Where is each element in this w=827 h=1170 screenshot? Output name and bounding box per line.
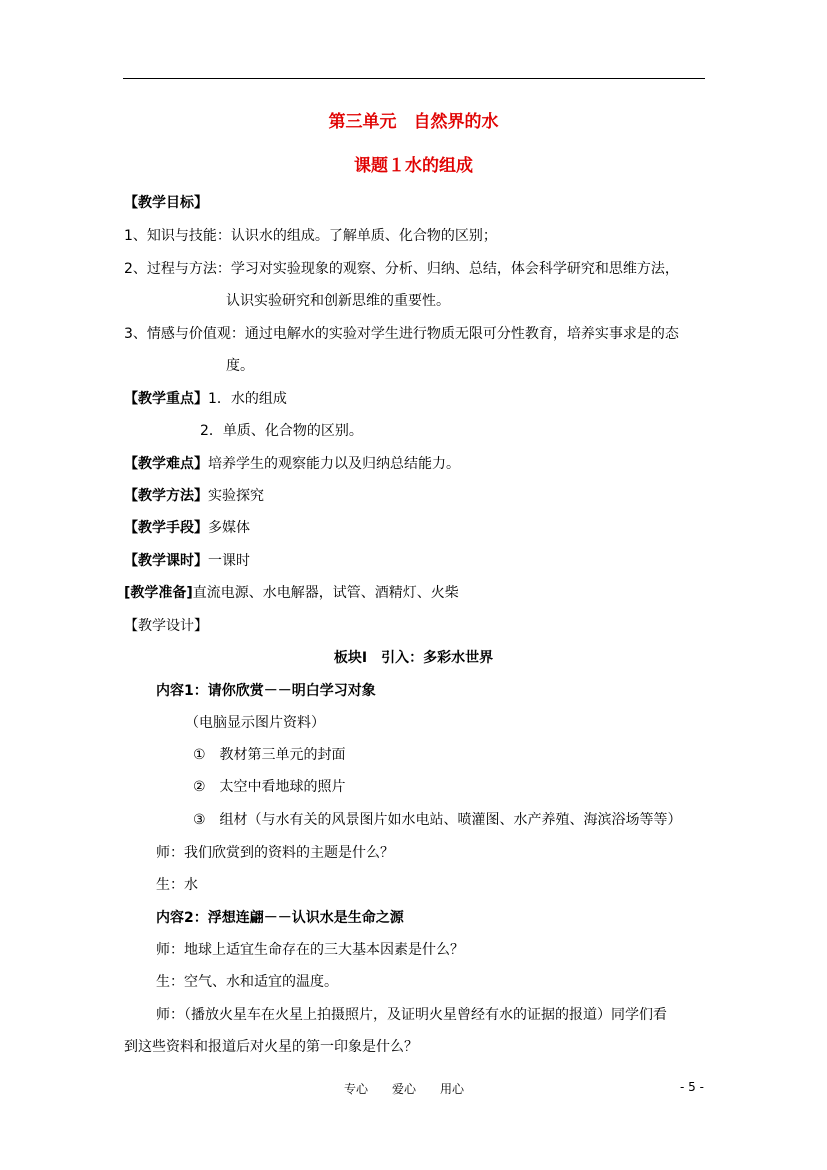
prep-row xyxy=(124,583,459,603)
page-title: 第三单元 自然界的水 xyxy=(328,112,499,132)
means-text: 多媒体 xyxy=(208,520,250,536)
page-subtitle: 课题１水的组成 xyxy=(354,156,473,176)
objective-item-1: 1、知识与技能：认识水的组成。了解单质、化合物的区别； xyxy=(124,228,497,244)
objective-item-2: 2、过程与方法：学习对实验现象的观察、分析、归纳、总结，体会科学研究和思维方法， xyxy=(124,261,679,277)
prep-text: 直流电源、水电解器，试管、酒精灯、火柴 xyxy=(192,585,459,601)
dialogue-line: 生：空气、水和适宜的温度。 xyxy=(156,974,338,990)
content-1-item: ③ 组材（与水有关的风景图片如水电站、喷灌图、水产养殖、海滨浴场等等） xyxy=(193,812,682,828)
method-label: 【教学方法】 xyxy=(124,488,208,504)
content-2-heading: 内容2：浮想连翩－－认识水是生命之源 xyxy=(156,910,404,926)
header-rule xyxy=(123,78,705,79)
hours-text: 一课时 xyxy=(208,553,250,569)
dialogue-line: 师：地球上适宜生命存在的三大基本因素是什么？ xyxy=(156,942,464,958)
content-1-item: ① 教材第三单元的封面 xyxy=(193,747,346,763)
section-1-heading: 板块Ⅰ 引入：多彩水世界 xyxy=(333,650,494,666)
footer-motto: 专心 爱心 用心 xyxy=(344,1082,465,1096)
key-points-row xyxy=(124,389,287,409)
content-1-item: （电脑显示图片资料） xyxy=(185,715,325,731)
dialogue-line-cont: 到这些资料和报道后对火星的第一印象是什么？ xyxy=(124,1039,418,1055)
content-1-heading: 内容1：请你欣赏－－明白学习对象 xyxy=(156,683,376,699)
objective-item-2-cont: 认识实验研究和创新思维的重要性。 xyxy=(226,293,450,309)
means-label: 【教学手段】 xyxy=(124,520,208,536)
difficulty-row xyxy=(124,454,460,474)
objective-item-3-cont: 度。 xyxy=(226,358,254,374)
difficulty-label: 【教学难点】 xyxy=(124,456,208,472)
objective-item-3: 3、情感与价值观：通过电解水的实验对学生进行物质无限可分性教育，培养实事求是的态 xyxy=(124,326,679,342)
hours-label: 【教学课时】 xyxy=(124,553,208,569)
dialogue-line: 师：（播放火星车在火星上拍摄照片，及证明火星曾经有水的证据的报道）同学们看 xyxy=(156,1007,667,1023)
prep-label: [教学准备] xyxy=(124,585,193,601)
key-point-1: 1．水的组成 xyxy=(208,391,287,407)
dialogue-line: 生：水 xyxy=(156,877,198,893)
key-point-2: 2．单质、化合物的区别。 xyxy=(200,423,363,439)
dialogue-line: 师：我们欣赏到的资料的主题是什么？ xyxy=(156,845,394,861)
method-row xyxy=(124,486,264,506)
page-number: - 5 - xyxy=(680,1080,704,1094)
means-row xyxy=(124,518,250,538)
design-heading: 【教学设计】 xyxy=(124,618,208,634)
difficulty-text: 培养学生的观察能力以及归纳总结能力。 xyxy=(208,456,460,472)
key-points-label: 【教学重点】 xyxy=(124,391,208,407)
method-text: 实验探究 xyxy=(208,488,264,504)
content-1-item: ② 太空中看地球的照片 xyxy=(193,779,346,795)
hours-row xyxy=(124,551,250,571)
objectives-heading: 【教学目标】 xyxy=(124,195,208,211)
